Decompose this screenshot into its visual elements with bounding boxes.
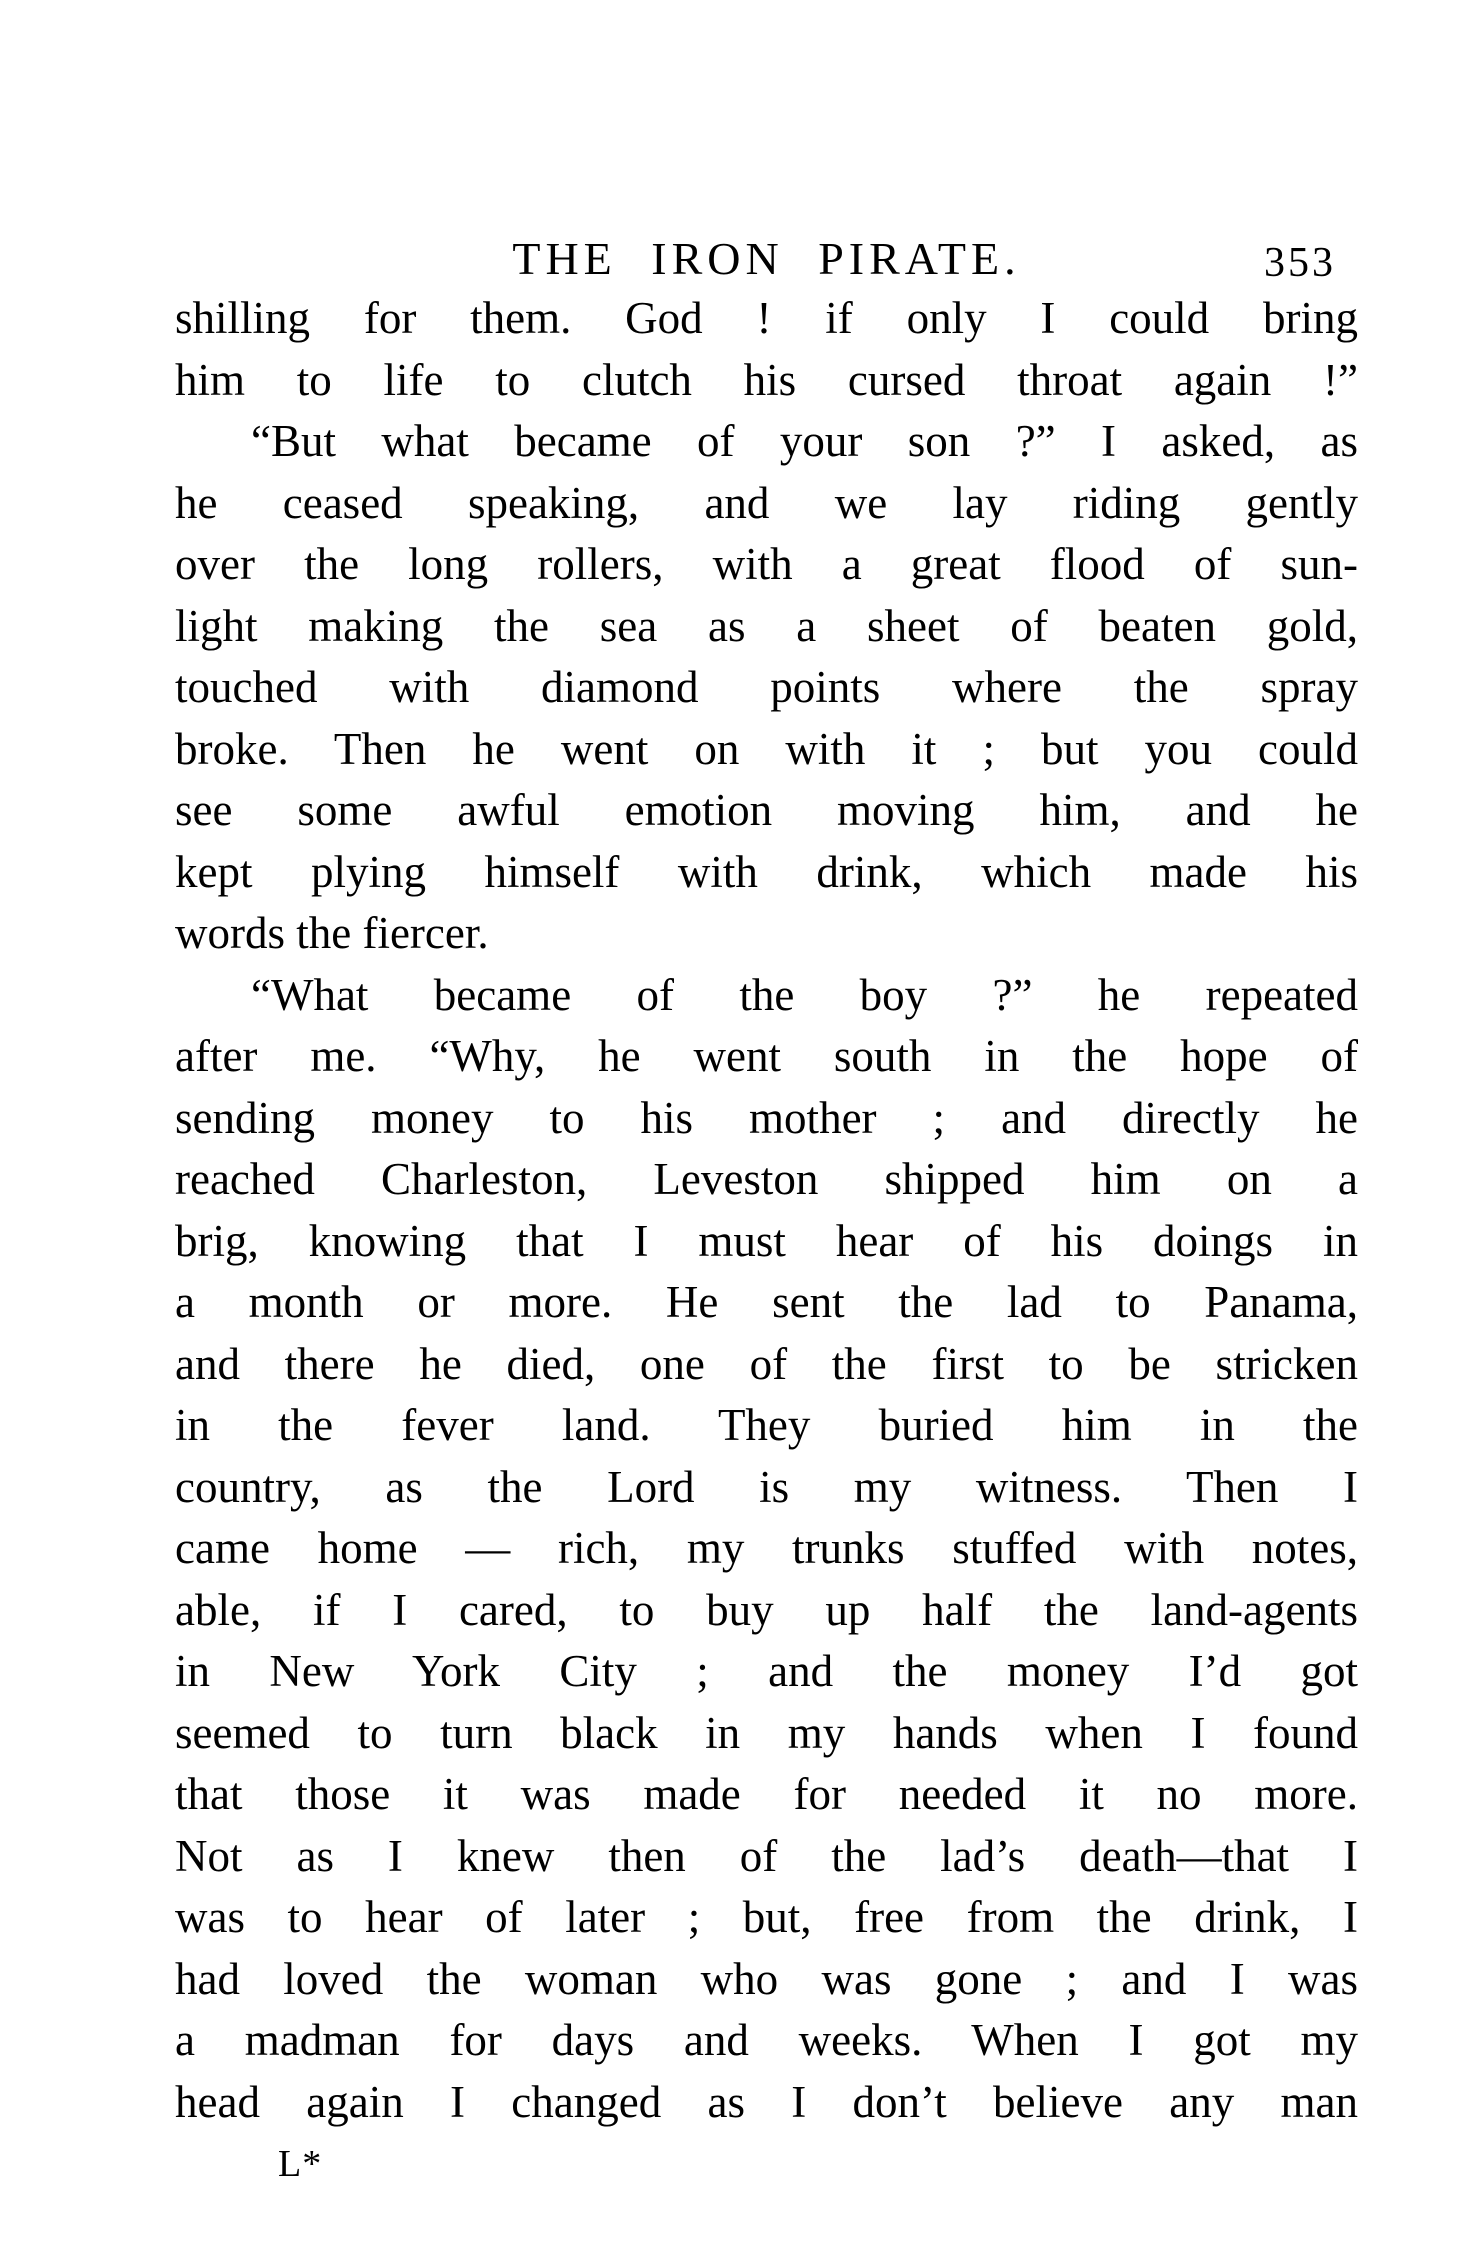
text-line: kept plying himself with drink, which made his — [175, 846, 1358, 897]
text-line: country, as the Lord is my witness. Then I — [175, 1461, 1358, 1512]
text-line: had loved the woman who was gone ; and I was — [175, 1953, 1358, 2004]
page-title: THE IRON PIRATE. — [512, 233, 1021, 284]
text-line: head again I changed as I don’t believe any man — [175, 2076, 1358, 2127]
text-line: he ceased speaking, and we lay riding gently — [175, 477, 1358, 528]
text-line: touched with diamond points where the spray — [175, 662, 1358, 712]
text-line: “What became of the boy ?” he repeated — [251, 969, 1358, 1020]
body-text — [175, 288, 1358, 2133]
text-line: and there he died, one of the first to be stricken — [175, 1338, 1358, 1389]
text-line: in the fever land. They buried him in the — [175, 1400, 1358, 1450]
text-line: over the long rollers, with a great flood of sun- — [175, 539, 1358, 589]
text-line: reached Charleston, Leveston shipped him on a — [175, 1154, 1358, 1204]
text-line: that those it was made for needed it no more. — [175, 1769, 1358, 1819]
text-line: able, if I cared, to buy up half the land-agents — [175, 1584, 1358, 1635]
text-line: in New York City ; and the money I’d got — [175, 1646, 1358, 1696]
text-line: a madman for days and weeks. When I got my — [175, 2015, 1358, 2065]
text-line: sending money to his mother ; and directly he — [175, 1092, 1358, 1143]
printers-signature-mark: L* — [278, 2143, 323, 2185]
text-line: light making the sea as a sheet of beaten gold, — [175, 600, 1358, 651]
page-header — [175, 233, 1358, 289]
text-line: him to life to clutch his cursed throat again !” — [175, 354, 1358, 405]
text-line: came home — rich, my trunks stuffed with notes, — [175, 1523, 1358, 1573]
text-line: was to hear of later ; but, free from the drink, I — [175, 1892, 1358, 1942]
text-line: after me. “Why, he went south in the hope of — [175, 1031, 1358, 1081]
text-line: a month or more. He sent the lad to Panama, — [175, 1277, 1358, 1327]
text-line: shilling for them. God ! if only I could bring — [175, 293, 1358, 343]
page-number: 353 — [1264, 240, 1336, 286]
text-line: see some awful emotion moving him, and he — [175, 785, 1358, 835]
text-line: seemed to turn black in my hands when I found — [175, 1707, 1358, 1758]
text-line: Not as I knew then of the lad’s death—that I — [175, 1830, 1358, 1881]
text-line: broke. Then he went on with it ; but you could — [175, 723, 1358, 774]
text-line: brig, knowing that I must hear of his doings in — [175, 1215, 1358, 1266]
text-line: “But what became of your son ?” I asked, as — [251, 416, 1358, 466]
text-line: words the fiercer. — [175, 908, 489, 958]
